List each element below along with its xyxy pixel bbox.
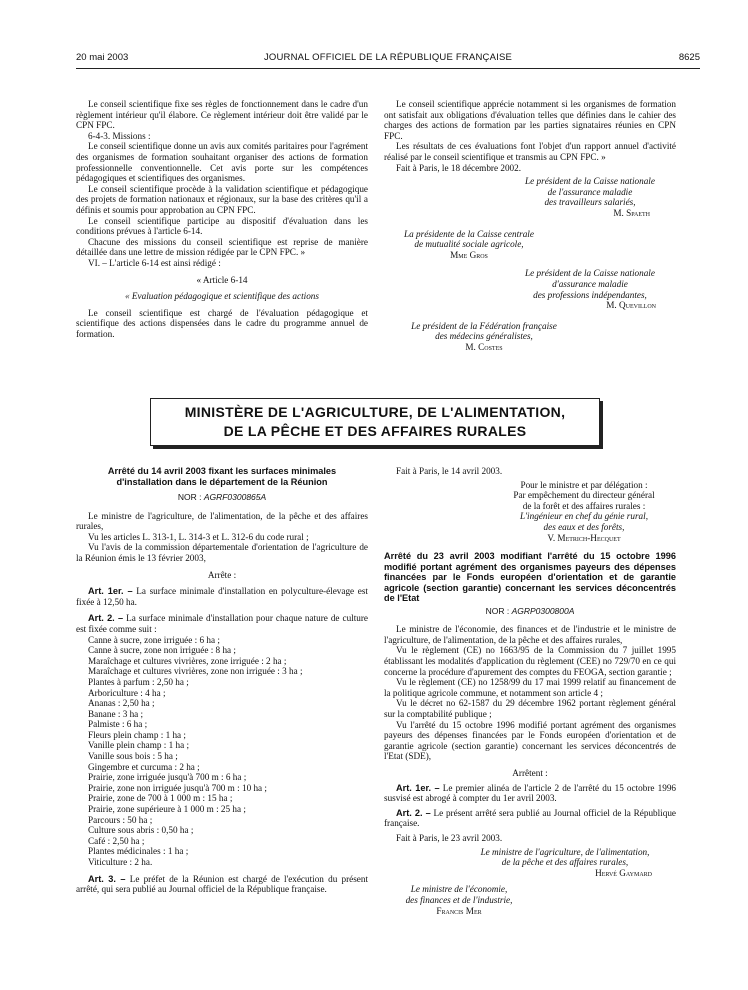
- signatory-name: M. Quevillon: [606, 300, 656, 311]
- signature-block: Le président de la Caisse nationale d'assurance maladie des professions indépendantes, M. Quevillon: [504, 268, 676, 310]
- article-2: Art. 2. – Le présent arrêté sera publié au Journal officiel de la République française.: [384, 807, 676, 829]
- paragraph: Vu le décret no 62-1587 du 29 décembre 1962 portant règlement général sur la comptabilité publique ;: [384, 698, 676, 719]
- signatory-name: Francis Mer: [436, 905, 482, 916]
- paragraph: Vu les articles L. 313-1, L. 314-3 et L. 312-6 du code rural ;: [88, 531, 309, 542]
- list-item: Prairie, zone supérieure à 1 000 m : 25 ha ;: [88, 804, 246, 815]
- list-item: Ananas : 2,50 ha ;: [88, 698, 155, 709]
- arretent-line: Arrêtent :: [512, 767, 548, 778]
- list-item: Vanille sous bois : 5 ha ;: [88, 751, 178, 762]
- list-item: Palmiste : 6 ha ;: [88, 719, 148, 730]
- ministry-heading-box: [150, 398, 600, 446]
- paragraph: Les résultats de ces évaluations font l'objet d'un rapport annuel d'activité réalisé par le conseil scientifique et transmis au CPN FPC. »: [384, 141, 676, 162]
- list-item: Fleurs plein champ : 1 ha ;: [88, 729, 186, 740]
- list-item: Plantes médicinales : 1 ha ;: [88, 846, 189, 857]
- list-item: Maraîchage et cultures vivrières, zone non irriguée : 3 ha ;: [88, 666, 303, 677]
- top-left-column: [76, 99, 368, 339]
- header-page-number: 8625: [678, 52, 700, 63]
- crop-surface-list: [76, 635, 368, 868]
- ministry-heading-line1: MINISTÈRE DE L'AGRICULTURE, DE L'ALIMENTATION,: [184, 404, 566, 420]
- article-heading: « Article 6-14: [196, 274, 248, 285]
- paragraph: Le conseil scientifique procède à la validation scientifique et pédagogique des projets de formation nationaux et régionaux, sur la base des critères qu'il a définis et soumis pour approbation au CPN FPC.: [76, 183, 368, 215]
- paragraph: Le conseil scientifique apprécie notamment si les organismes de formation ont satisfait aux obligations d'évaluation telles que définies dans le cahier des charges des actions de formation par les parties signataires réunies en CPN FPC.: [384, 99, 676, 141]
- paragraph: Le conseil scientifique est chargé de l'évaluation pédagogique et scientifique des actions dispensées dans le cadre du programme annuel de formation.: [76, 307, 368, 339]
- list-item: Canne à sucre, zone non irriguée : 8 ha ;: [88, 645, 236, 656]
- paragraph: Vu l'arrêté du 15 octobre 1996 modifié portant agrément des organismes payeurs des dépenses financées par le Fonds européen d'orientation et de garantie agricole (section garantie) concernant les services déconcentrés de l'Etat (SDE),: [384, 719, 676, 762]
- signature-block: Pour le ministre et par délégation : Par empêchement du directeur général de la forêt et des affaires rurales : L'ingénieur en chef du génie rural, des eaux et des forêts, V. Metrich-Hecquet: [492, 480, 676, 544]
- paragraph: Le conseil scientifique participe au dispositif d'évaluation dans les conditions prévues à l'article 6-14.: [76, 215, 368, 237]
- list-item: Arboriculture : 4 ha ;: [88, 687, 166, 698]
- list-item: Café : 2,50 ha ;: [88, 835, 145, 846]
- header-date: 20 mai 2003: [76, 52, 129, 63]
- list-item: Prairie, zone irriguée jusqu'à 700 m : 6 ha ;: [88, 772, 247, 783]
- paragraph: Chacune des missions du conseil scientifique est reprise de manière détaillée dans une lettre de mission rédigée par le CPN FPC. »: [76, 236, 368, 258]
- arrete-line: Arrête :: [207, 569, 237, 580]
- signatory-name: Hervé Gaymard: [595, 867, 652, 878]
- list-item: Canne à sucre, zone irriguée : 6 ha ;: [88, 634, 220, 645]
- bottom-right-column: [384, 466, 676, 916]
- article-1: Art. 1er. – La surface minimale d'installation en polyculture-élevage est fixée à 12,50 ha.: [76, 586, 368, 607]
- signatory-name: V. Metrich-Hecquet: [547, 532, 621, 543]
- signatory-name: M. Spaeth: [613, 207, 650, 218]
- signature-block: Le ministre de l'agriculture, de l'alimentation, de la pêche et des affaires rurales, Hervé Gaymard: [454, 847, 676, 879]
- bottom-left-column: [76, 466, 368, 895]
- header-rule: [76, 68, 700, 69]
- paragraph: Vu l'avis de la commission départementale d'orientation de l'agriculture de la Réunion émis le 13 février 2003,: [76, 542, 368, 563]
- decree-title: Arrêté du 23 avril 2003 modifiant l'arrêté du 15 octobre 1996 modifié portant agrément des organismes payeurs des dépenses financées par le Fonds européen d'orientation et de garantie agricole (section garantie) concernant les services déconcentrés de l'Etat: [384, 551, 676, 604]
- signature-block: La présidente de la Caisse centrale de mutualité sociale agricole, Mme Gros: [384, 229, 554, 261]
- date-line: Fait à Paris, le 14 avril 2003.: [396, 466, 503, 476]
- nor-reference: NOR : AGRP0300800A: [485, 605, 575, 616]
- top-right-column: [384, 99, 676, 352]
- article-1: Art. 1er. – Le premier alinéa de l'article 2 de l'arrêté du 15 octobre 1996 susvisé est abrogé à compter du 1er avril 2003.: [384, 782, 677, 804]
- paragraph: Vu le règlement (CE) no 1258/99 du 17 mai 1999 relatif au financement de la politique agricole commune, et notamment son article 4 ;: [384, 677, 676, 698]
- list-item: Banane : 3 ha ;: [88, 708, 144, 719]
- paragraph: Le conseil scientifique fixe ses règles de fonctionnement dans le cadre d'un règlement intérieur qu'il élabore. Ce règlement intérieur doit être validé par le CPN FPC.: [76, 99, 368, 131]
- paragraph: Le ministre de l'économie, des finances et de l'industrie et le ministre de l'agriculture, de l'alimentation, de la pêche et des affaires rurales,: [384, 624, 676, 645]
- signature-block: Le ministre de l'économie, des finances et de l'industrie, Francis Mer: [384, 884, 534, 916]
- paragraph: VI. – L'article 6-14 est ainsi rédigé :: [88, 257, 221, 268]
- signatory-name: Mme Gros: [450, 249, 488, 260]
- paragraph: Vu le règlement (CE) no 1663/95 de la Commission du 7 juillet 1995 établissant les modalités d'application du règlement (CEE) no 729/70 en ce qui concerne la procédure d'apurement des comptes du FEOGA, section garantie ;: [384, 645, 676, 677]
- list-item: Maraîchage et cultures vivrières, zone irriguée : 2 ha ;: [88, 655, 287, 666]
- list-item: Prairie, zone non irriguée jusqu'à 700 m : 10 ha ;: [88, 782, 267, 793]
- signature-block: Le président de la Caisse nationale de l'assurance maladie des travailleurs salariés, M. Spaeth: [504, 176, 676, 218]
- paragraph: Le ministre de l'agriculture, de l'alimentation, de la pêche et des affaires rurales,: [76, 510, 368, 532]
- signature-block: Le président de la Fédération française des médecins généralistes, M. Costes: [384, 321, 584, 353]
- nor-reference: NOR : AGRF0300865A: [177, 492, 267, 502]
- paragraph: 6-4-3. Missions :: [88, 130, 151, 141]
- page-header: [76, 52, 700, 66]
- date-line: Fait à Paris, le 18 décembre 2002.: [396, 162, 522, 173]
- date-line: Fait à Paris, le 23 avril 2003.: [396, 832, 503, 843]
- header-journal-title: JOURNAL OFFICIEL DE LA RÉPUBLIQUE FRANÇAISE: [263, 52, 513, 63]
- list-item: Vanille plein champ : 1 ha ;: [88, 740, 190, 751]
- list-item: Parcours : 50 ha ;: [88, 814, 153, 825]
- article-2: Art. 2. – La surface minimale d'installation pour chaque nature de culture est fixée comme suit :: [76, 613, 369, 634]
- article-3: Art. 3. – Le préfet de la Réunion est chargé de l'exécution du présent arrêté, qui sera publié au Journal officiel de la République française.: [76, 873, 369, 895]
- paragraph: Le conseil scientifique donne un avis aux comités paritaires pour l'agrément des organismes de formation souhaitant organiser des actions de formation professionnelle conventionnelle. Cet avis porte sur les compétences pédagogiques et scientifiques des organismes.: [76, 141, 368, 184]
- list-item: Prairie, zone de 700 à 1 000 m : 15 ha ;: [88, 793, 233, 804]
- list-item: Culture sous abris : 0,50 ha ;: [88, 825, 194, 836]
- signatory-name: M. Costes: [465, 341, 503, 352]
- decree-title: Arrêté du 14 avril 2003 fixant les surfaces minimales d'installation dans le département de la Réunion: [107, 466, 337, 487]
- list-item: Plantes à parfum : 2,50 ha ;: [88, 676, 189, 687]
- article-subheading: « Evaluation pédagogique et scientifique des actions: [125, 291, 319, 302]
- list-item: Viticulture : 2 ha.: [88, 857, 153, 867]
- list-item: Gingembre et curcuma : 2 ha ;: [88, 761, 200, 772]
- ministry-heading-line2: DE LA PÊCHE ET DES AFFAIRES RURALES: [223, 423, 527, 439]
